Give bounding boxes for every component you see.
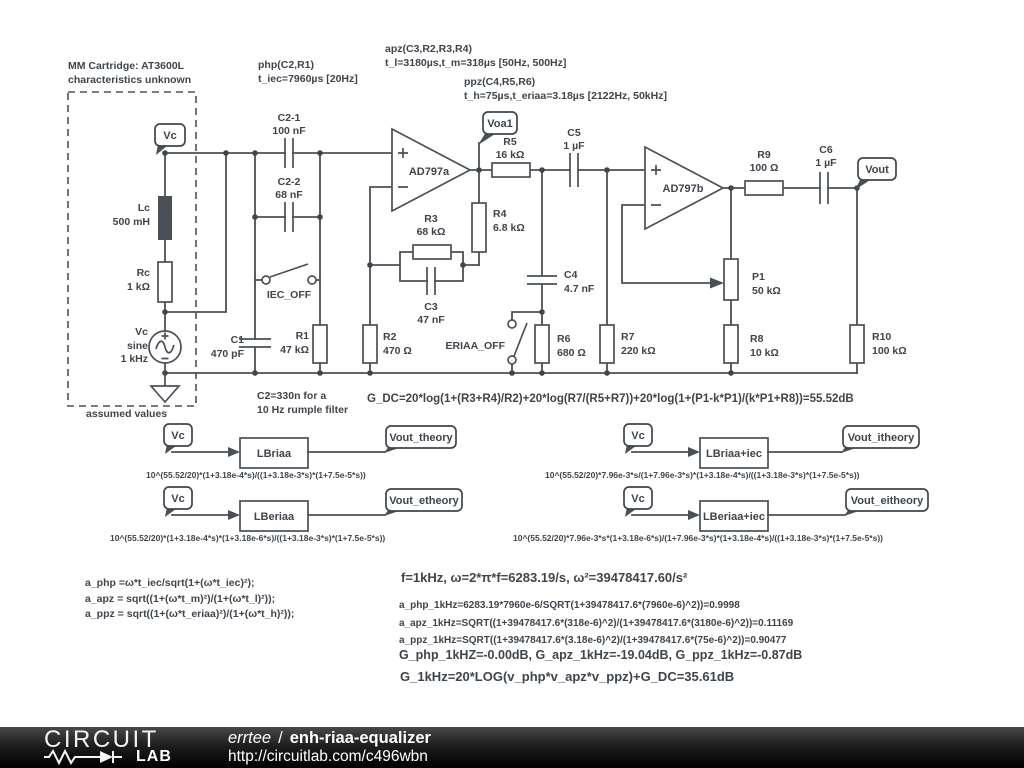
r3-name: R3 xyxy=(424,213,438,225)
c2-note-2: 10 Hz rumple filter xyxy=(257,404,349,416)
opamp-a-label: AD797a xyxy=(408,166,450,178)
formula-g-values: G_php_1kHZ=-0.00dB, G_apz_1kHz=-19.04dB, G_ppz_1kHz=-0.87dB xyxy=(399,648,803,662)
r7-name: R7 xyxy=(621,331,635,343)
block4-formula: 10^(55.52/20)*7.96e-3*s*(1+3.18e-6*s)/(1+7.96e-3*s)*(1+3.18e-4*s)/((1+3.18e-3*s)*(1+7.5e-5*s)) xyxy=(513,533,883,543)
opamp-b-label: AD797b xyxy=(662,183,704,195)
r9-name: R9 xyxy=(757,149,771,161)
r5-name: R5 xyxy=(503,136,517,148)
apz-note-2: t_l=3180µs,t_m=318µs [50Hz, 500Hz] xyxy=(385,57,567,69)
source-freq: 1 kHz xyxy=(120,353,148,365)
formula-omega-head: f=1kHz, ω=2*π*f=6283.19/s, ω²=39478417.60/s² xyxy=(401,570,688,585)
c6-value: 1 µF xyxy=(815,157,837,169)
capacitor-c2-1[interactable] xyxy=(272,112,306,168)
capacitor-c6[interactable] xyxy=(815,144,837,204)
block3-label: LBriaa+iec xyxy=(706,448,762,460)
gdc-formula: G_DC=20*log(1+(R3+R4)/R2)+20*log(R7/(R5+R7))+20*log(1+(P1-k*P1)/(k*P1+R8))=55.52dB xyxy=(367,393,854,405)
block2-formula: 10^(55.52/20)*(1+3.18e-4*s)*(1+3.18e-6*s)/((1+3.18e-3*s)*(1+7.5e-5*s)) xyxy=(110,533,386,543)
circuit-byline xyxy=(228,729,431,748)
ppz-note-2: t_h=75µs,t_eriaa=3.18µs [2122Hz, 50kHz] xyxy=(464,90,667,102)
c3-name: C3 xyxy=(424,301,438,313)
resistor-r8[interactable] xyxy=(724,325,779,363)
potentiometer-p1[interactable] xyxy=(710,259,781,300)
capacitor-c1[interactable] xyxy=(211,334,271,360)
node-flag-vout[interactable] xyxy=(855,158,896,190)
capacitor-c4[interactable] xyxy=(527,269,595,295)
c3-value: 47 nF xyxy=(417,314,445,326)
author-name[interactable]: errtee xyxy=(228,729,272,747)
c5-name: C5 xyxy=(567,127,581,139)
switch-eriaa-off[interactable] xyxy=(445,320,527,364)
r8-value: 10 kΩ xyxy=(750,347,779,359)
circuit-title: enh-riaa-equalizer xyxy=(289,729,431,747)
resistor-r2[interactable] xyxy=(363,325,412,363)
wire xyxy=(731,188,857,373)
voa1-flag-label: Voa1 xyxy=(487,118,513,130)
block4-output-flag: Vout_eitheory xyxy=(850,495,924,507)
formula-a-ppz: a_ppz = sqrt((1+(ω*t_eriaa)²)/(1+(ω*t_h)²)); xyxy=(85,608,295,620)
r6-name: R6 xyxy=(557,333,571,345)
r9-value: 100 Ω xyxy=(749,162,779,174)
ppz-note-1: ppz(C4,R5,R6) xyxy=(464,76,536,88)
r3-value: 68 kΩ xyxy=(416,226,446,238)
c5-value: 1 µF xyxy=(563,140,585,152)
block1-label: LBriaa xyxy=(256,448,292,460)
block1-formula: 10^(55.52/20)*(1+3.18e-4*s)/((1+3.18e-3*s)*(1+7.5e-5*s)) xyxy=(146,470,366,480)
c1-value: 470 pF xyxy=(210,348,244,360)
formula-a-php-1khz: a_php_1kHz=6283.19*7960e-6/SQRT(1+39478417.6*(7960e-6)^2))=0.9998 xyxy=(399,600,740,611)
footer-bar xyxy=(0,727,1024,768)
circuit-url[interactable]: http://circuitlab.com/c496wbn xyxy=(228,748,428,765)
opamp-ad797b[interactable] xyxy=(645,147,723,229)
vout-flag-label: Vout xyxy=(865,164,889,176)
capacitor-c3[interactable] xyxy=(417,267,445,326)
block3-output-flag: Vout_itheory xyxy=(847,432,915,444)
block1-input-flag: Vc xyxy=(171,430,185,442)
cartridge-title-1: MM Cartridge: AT3600L xyxy=(68,60,185,72)
resistor-r9[interactable] xyxy=(745,149,783,195)
block4-label: LBeriaa+iec xyxy=(702,511,766,523)
p1-value: 50 kΩ xyxy=(752,285,781,297)
iec-off-label: IEC_OFF xyxy=(266,289,312,301)
lc-value: 500 mH xyxy=(112,216,150,228)
cartridge-title-2: characteristics unknown xyxy=(68,74,192,86)
rc-value: 1 kΩ xyxy=(126,281,150,293)
formula-a-php: a_php =ω*t_iec/sqrt(1+(ω*t_iec)²); xyxy=(85,577,255,589)
node-flag-vc[interactable] xyxy=(155,124,185,155)
r8-name: R8 xyxy=(750,333,764,345)
c6-name: C6 xyxy=(819,144,833,156)
r1-name: R1 xyxy=(295,330,309,342)
lc-name: Lc xyxy=(137,202,150,214)
block4-input-flag: Vc xyxy=(631,493,645,505)
r1-value: 47 kΩ xyxy=(280,344,309,356)
footer-meta xyxy=(228,729,431,766)
resistor-r4[interactable] xyxy=(472,203,525,252)
c21-name: C2-1 xyxy=(277,112,301,124)
r7-value: 220 kΩ xyxy=(621,345,656,357)
block1-output-flag: Vout_theory xyxy=(389,432,453,444)
r4-name: R4 xyxy=(493,208,507,220)
formula-a-apz-1khz: a_apz_1kHz=SQRT((1+39478417.6*(318e-6)^2)/(1+39478417.6*(3180e-6)^2))=0.11169 xyxy=(399,618,794,629)
resistor-r5[interactable] xyxy=(492,136,530,177)
c22-value: 68 nF xyxy=(275,189,303,201)
assumed-values-note: assumed values xyxy=(86,408,168,420)
block-lberiaa[interactable] xyxy=(110,487,462,543)
source-type: sine xyxy=(126,340,148,352)
voltage-source-vc[interactable] xyxy=(121,326,181,365)
c4-value: 4.7 nF xyxy=(564,283,595,295)
vc-flag-label: Vc xyxy=(163,130,177,142)
resistor-rc[interactable] xyxy=(127,262,172,302)
block2-input-flag: Vc xyxy=(171,493,185,505)
c1-name: C1 xyxy=(230,334,244,346)
resistor-diode-icon xyxy=(44,749,134,765)
block-lbriaa-iec[interactable] xyxy=(545,424,919,480)
resistor-r10[interactable] xyxy=(850,325,907,363)
r5-value: 16 kΩ xyxy=(495,149,525,161)
r10-name: R10 xyxy=(872,331,892,343)
block2-output-flag: Vout_etheory xyxy=(389,495,459,507)
c4-name: C4 xyxy=(564,269,578,281)
resistor-r6[interactable] xyxy=(535,325,586,363)
resistor-r7[interactable] xyxy=(600,325,656,363)
inductor-lc[interactable] xyxy=(113,196,172,240)
php-note-2: t_iec=7960µs [20Hz] xyxy=(258,73,358,85)
block-lberiaa-iec[interactable] xyxy=(513,487,928,543)
formula-a-ppz-1khz: a_ppz_1kHz=SQRT((1+39478417.6*(3.18e-6)^2)/(1+39478417.6*(75e-6)^2))=0.90477 xyxy=(399,635,787,646)
c2-note-1: C2=330n for a xyxy=(257,390,327,402)
source-name: Vc xyxy=(135,326,148,338)
rc-name: Rc xyxy=(136,267,150,279)
switch-iec-off[interactable] xyxy=(262,264,316,301)
capacitor-c5[interactable] xyxy=(563,127,585,187)
block3-input-flag: Vc xyxy=(631,430,645,442)
ground-symbol[interactable] xyxy=(151,373,179,402)
resistor-r3[interactable] xyxy=(413,213,451,259)
block-lbriaa[interactable] xyxy=(146,424,456,480)
p1-name: P1 xyxy=(752,271,765,283)
r6-value: 680 Ω xyxy=(557,347,586,359)
apz-note-1: apz(C3,R2,R3,R4) xyxy=(385,43,472,55)
capacitor-c2-2[interactable] xyxy=(275,176,303,232)
separator: / xyxy=(278,729,283,747)
formula-g-1khz: G_1kHz=20*LOG(v_php*v_apz*v_ppz)+G_DC=35.61dB xyxy=(400,669,735,684)
resistor-r1[interactable] xyxy=(280,325,327,363)
r2-value: 470 Ω xyxy=(383,345,412,357)
opamp-ad797a[interactable] xyxy=(392,129,470,211)
formula-a-apz: a_apz = sqrt((1+(ω*t_m)²)/(1+(ω*t_l)²)); xyxy=(85,593,276,605)
circuitlab-logo[interactable] xyxy=(44,726,194,765)
block2-label: LBeriaa xyxy=(253,511,295,523)
r2-name: R2 xyxy=(383,331,397,343)
logo-circuit-text: CIRCUIT xyxy=(44,726,159,753)
php-note-1: php(C2,R1) xyxy=(258,59,314,71)
r10-value: 100 kΩ xyxy=(872,345,907,357)
c21-value: 100 nF xyxy=(272,125,306,137)
eriaa-off-label: ERIAA_OFF xyxy=(445,340,505,352)
logo-lab-text: LAB xyxy=(136,748,172,765)
r4-value: 6.8 kΩ xyxy=(493,222,525,234)
block3-formula: 10^(55.52/20)*7.96e-3*s/(1+7.96e-3*s)*(1+3.18e-4*s)/((1+3.18e-3*s)*(1+7.5e-5*s)) xyxy=(545,470,860,480)
c22-name: C2-2 xyxy=(277,176,301,188)
